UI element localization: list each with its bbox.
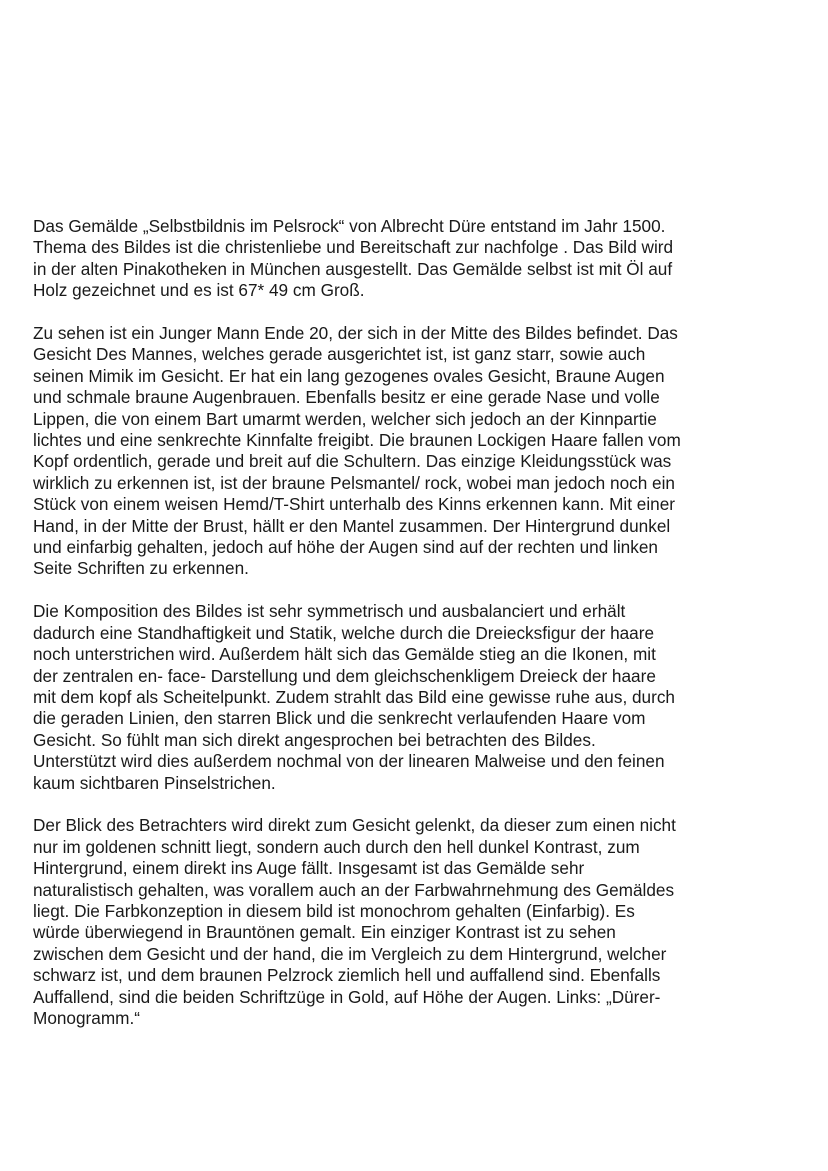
text-line: Unterstützt wird dies außerdem nochmal von der linearen Malweise und den feinen — [33, 751, 665, 772]
text-line: Zu sehen ist ein Junger Mann Ende 20, der sich in der Mitte des Bildes befindet. Das — [33, 323, 678, 344]
text-line: würde überwiegend in Brauntönen gemalt. Ein einziger Kontrast ist zu sehen — [33, 922, 616, 943]
text-line: Stück von einem weisen Hemd/T-Shirt unterhalb des Kinns erkennen kann. Mit einer — [33, 494, 675, 515]
text-line: zwischen dem Gesicht und der hand, die im Vergleich zu dem Hintergrund, welcher — [33, 943, 667, 964]
text-line: seinen Mimik im Gesicht. Er hat ein lang gezogenes ovales Gesicht, Braune Augen — [33, 365, 665, 386]
text-line: nur im goldenen schnitt liegt, sondern auch durch den hell dunkel Kontrast, zum — [33, 836, 640, 857]
text-line: Seite Schriften zu erkennen. — [33, 558, 249, 579]
text-line: mit dem kopf als Scheitelpunkt. Zudem strahlt das Bild eine gewisse ruhe aus, durch — [33, 686, 675, 707]
text-line: Hand, in der Mitte der Brust, hällt er den Mantel zusammen. Der Hintergrund dunkel — [33, 515, 671, 536]
text-line: Holz gezeichnet und es ist 67* 49 cm Groß. — [33, 280, 365, 301]
text-line: noch unterstrichen wird. Außerdem hält sich das Gemälde stieg an die Ikonen, mit — [33, 644, 656, 665]
text-line: Lippen, die von einem Bart umarmt werden, welcher sich jedoch an der Kinnpartie — [33, 408, 657, 429]
text-line: Das Gemälde „Selbstbildnis im Pelsrock“ von Albrecht Düre entstand im Jahr 1500. — [33, 216, 666, 236]
text-line: Kopf ordentlich, gerade und breit auf die Schultern. Das einzige Kleidungsstück was — [33, 451, 672, 472]
text-line: dadurch eine Standhaftigkeit und Statik, welche durch die Dreiecksfigur der haare — [33, 622, 655, 643]
text-line: kaum sichtbaren Pinselstrichen. — [33, 772, 276, 793]
text-line: lichtes und eine senkrechte Kinnfalte freigibt. Die braunen Lockigen Haare fallen vom — [33, 430, 681, 451]
text-line: Gesicht. So fühlt man sich direkt angesprochen bei betrachten des Bildes. — [33, 729, 596, 750]
text-line: Die Komposition des Bildes ist sehr symmetrisch und ausbalanciert und erhält — [33, 601, 626, 622]
paragraph-color-contrast — [33, 815, 803, 1029]
text-line: Hintergrund, einem direkt ins Auge fällt. Insgesamt ist das Gemälde sehr — [33, 858, 585, 879]
paragraph-composition — [33, 601, 803, 794]
text-line: Thema des Bildes ist die christenliebe und Bereitschaft zur nachfolge . Das Bild wird — [33, 237, 674, 258]
paragraph-intro — [33, 216, 803, 302]
text-line: und einfarbig gehalten, jedoch auf höhe der Augen sind auf der rechten und linken — [33, 537, 658, 558]
text-line: wirklich zu erkennen ist, ist der braune Pelsmantel/ rock, wobei man jedoch noch ein — [33, 472, 675, 493]
text-line: liegt. Die Farbkonzeption in diesem bild ist monochrom gehalten (Einfarbig). Es — [33, 900, 635, 921]
text-line: in der alten Pinakotheken in München ausgestellt. Das Gemälde selbst ist mit Öl auf — [33, 258, 673, 279]
text-line: Monogramm.“ — [33, 1007, 140, 1028]
text-line: schwarz ist, und dem braunen Pelzrock ziemlich hell und auffallend sind. Ebenfalls — [33, 965, 661, 986]
paragraph-description — [33, 323, 803, 580]
text-line: Auffallend, sind die beiden Schriftzüge in Gold, auf Höhe der Augen. Links: „Dürer- — [33, 986, 661, 1007]
text-line: der zentralen en- face- Darstellung und dem gleichschenkligem Dreieck der haare — [33, 665, 656, 686]
text-line: Der Blick des Betrachters wird direkt zum Gesicht gelenkt, da dieser zum einen nicht — [33, 815, 676, 836]
text-line: und schmale braune Augenbrauen. Ebenfalls besitz er eine gerade Nase und volle — [33, 387, 660, 408]
text-line: die geraden Linien, den starren Blick und die senkrecht verlaufenden Haare vom — [33, 708, 646, 729]
text-line: Gesicht Des Mannes, welches gerade ausgerichtet ist, ist ganz starr, sowie auch — [33, 344, 646, 365]
text-line: naturalistisch gehalten, was vorallem auch an der Farbwahrnehmung des Gemäldes — [33, 879, 675, 900]
document-body — [33, 216, 803, 1051]
